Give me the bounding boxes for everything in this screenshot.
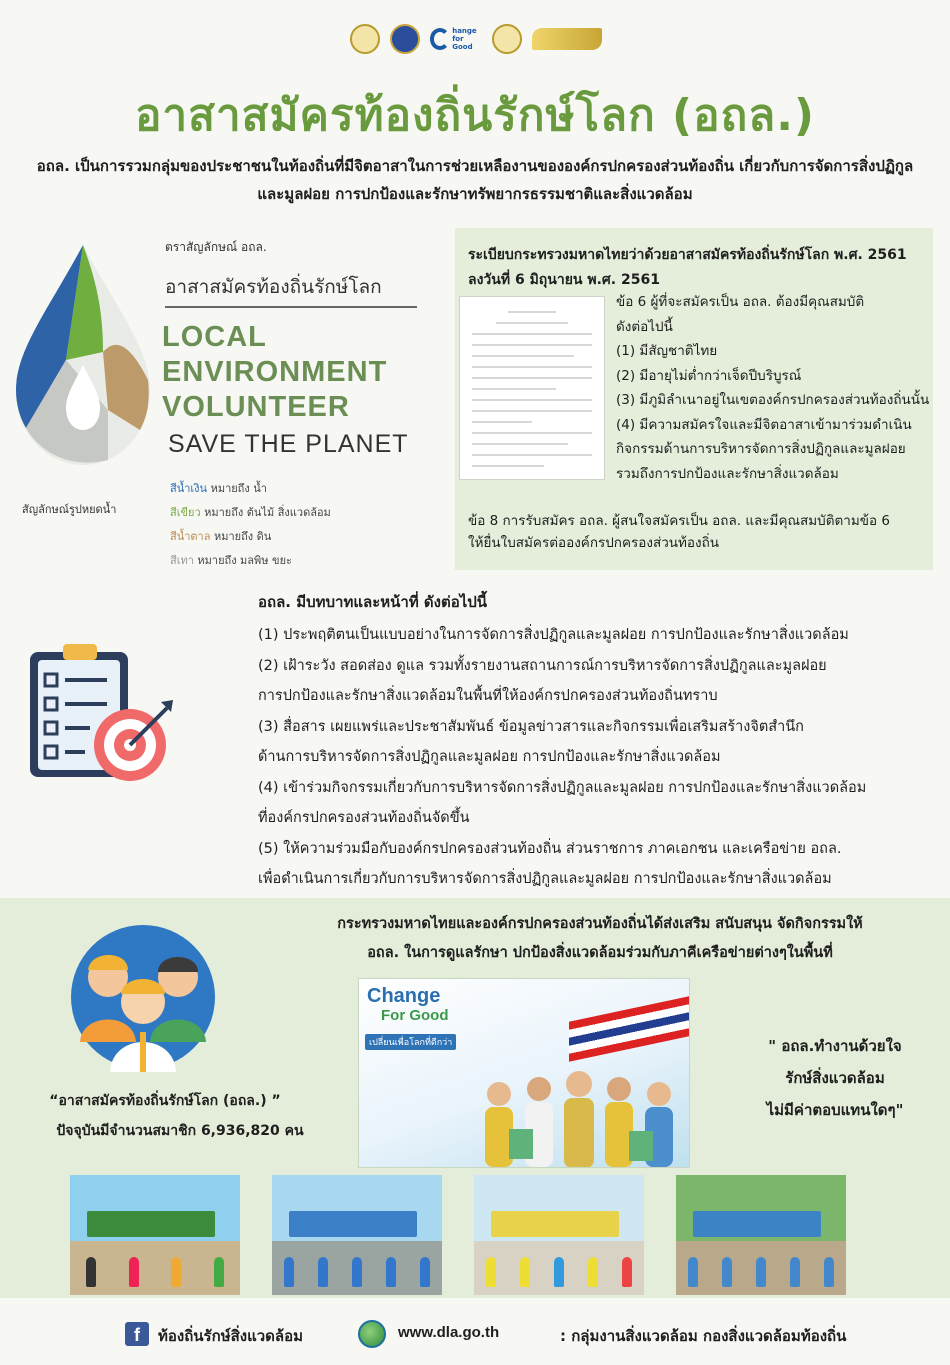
- list-item: (4) มีความสมัครใจและมีจิตอาสาเข้ามาร่วมดำเนิน: [616, 416, 912, 433]
- poster-crowd-photo: [469, 1049, 689, 1168]
- duties-list: [258, 620, 928, 895]
- ribbon-logo: [532, 28, 602, 50]
- ministry-seal-icon: [350, 24, 380, 54]
- list-item: เพื่อดำเนินการเกี่ยวกับการบริหารจัดการสิ่งปฏิกูลและมูลฝอย การปกป้องและรักษาสิ่งแวดล้อม: [258, 871, 832, 887]
- color-item: สีน้ำเงิน หมายถึง น้ำ: [170, 482, 267, 495]
- color-item: สีน้ำตาล หมายถึง ดิน: [170, 530, 272, 543]
- color-item: สีเทา หมายถึง มลพิษ ขยะ: [170, 554, 292, 567]
- water-drop-logo-icon: [8, 240, 158, 470]
- duties-heading: อถล. มีบทบาทและหน้าที่ ดังต่อไปนี้: [258, 593, 488, 611]
- logo-label-big: อาสาสมัครท้องถิ่นรักษ์โลก: [165, 276, 382, 298]
- list-item: (3) มีภูมิลำเนาอยู่ในเขตองค์กรปกครองส่วนท้องถิ่นนั้น: [616, 392, 930, 408]
- list-item: รวมถึงการปกป้องและรักษาสิ่งแวดล้อม: [616, 465, 839, 482]
- logo-label-small: ตราสัญลักษณ์ อถล.: [165, 240, 267, 254]
- activity-photo: [676, 1175, 846, 1295]
- list-item: ที่องค์กรปกครองส่วนท้องถิ่นจัดขึ้น: [258, 810, 470, 826]
- article8: ข้อ 8 การรับสมัคร อถล. ผู้สนใจสมัครเป็น อถล. และมีคุณสมบัติตามข้อ 6 ให้ยื่นใบสมัครต่อองค์กรปกครองส่วนท้องถิ่น: [468, 513, 890, 551]
- regulation-title: ระเบียบกระทรวงมหาดไทยว่าด้วยอาสาสมัครท้องถิ่นรักษ์โลก พ.ศ. 2561 ลงวันที่ 6 มิถุนายน พ.ศ. 2561: [468, 247, 907, 288]
- slogan: SAVE THE PLANET: [168, 430, 409, 458]
- divider: [165, 306, 417, 308]
- article6-list: ข้อ 6 ผู้ที่จะสมัครเป็น อถล. ต้องมีคุณสมบัติ ดังต่อไปนี้ (1) มีสัญชาติไทย (2) มีอายุไม่ต่ำกว่าเจ็ดปีบริบูรณ์ (3) มีภูมิลำเนาอยู่ในเขตองค์กรปกครองส่วนท้องถิ่นนั้น (4) มีความสมัครใจและมีจิตอาสาเข้ามาร่วมดำเนิน กิจกรรมด้านการบริหารจัดการสิ่งปฏิกูลและมูลฝอย รวมถึงการปกป้องและรักษาสิ่งแวดล้อม: [616, 290, 936, 486]
- list-item: (3) สื่อสาร เผยแพร่และประชาสัมพันธ์ ข้อมูลข่าวสารและกิจกรรมเพื่อเสริมสร้างจิตสำนึก: [258, 718, 804, 735]
- change-for-good-logo: hange for Good: [430, 24, 482, 54]
- poster-banner: เปลี่ยนเพื่อโลกที่ดีกว่า: [365, 1034, 456, 1050]
- activity-photo: [272, 1175, 442, 1295]
- volunteers-group-icon: [70, 922, 216, 1072]
- work-quote: " อถล.ทำงานด้วยใจ รักษ์สิ่งแวดล้อม ไม่มีค่าตอบแทนใดๆ": [766, 1037, 904, 1119]
- color-legend: [170, 477, 331, 573]
- english-logo-text: LOCAL ENVIRONMENT VOLUNTEER: [162, 321, 388, 423]
- list-item: (2) มีอายุไม่ต่ำกว่าเจ็ดปีบริบูรณ์: [616, 367, 802, 384]
- list-item: (1) มีสัญชาติไทย: [616, 343, 718, 359]
- change-for-good-poster: [358, 978, 690, 1168]
- list-item: (2) เฝ้าระวัง สอดส่อง ดูแล รวมทั้งรายงานสถานการณ์การบริหารจัดการสิ่งปฏิกูลและมูลฝอย: [258, 657, 827, 674]
- activity-photo: [70, 1175, 240, 1295]
- checklist-target-icon: [25, 640, 175, 785]
- facebook-icon[interactable]: f: [125, 1322, 149, 1346]
- emblem-icon: [492, 24, 522, 54]
- list-item: (5) ให้ความร่วมมือกับองค์กรปกครองส่วนท้องถิ่น ส่วนราชการ ภาคเอกชน และเครือข่าย อถล.: [258, 840, 842, 857]
- intro-paragraph: อถล. เป็นการรวมกลุ่มของประชาชนในท้องถิ่นที่มีจิตอาสาในการช่วยเหลืองานขององค์กรปกครองส่วนท้องถิ่น เกี่ยวกับการจัดการสิ่งปฏิกูลและมูลฝอย การปกป้องและรักษาทรัพยากรธรรมชาติและสิ่งแวดล้อม: [36, 157, 914, 203]
- website-link[interactable]: www.dla.go.th: [398, 1324, 500, 1341]
- globe-icon: [358, 1320, 386, 1348]
- list-item: ด้านการบริหารจัดการสิ่งปฏิกูลและมูลฝอย การปกป้องและรักษาสิ่งแวดล้อม: [258, 749, 721, 765]
- dla-seal-icon: [390, 24, 420, 54]
- member-count: ปัจจุบันมีจำนวนสมาชิก 6,936,820 คน: [56, 1123, 304, 1139]
- regulation-document-thumbnail: [459, 296, 605, 480]
- member-quote: “อาสาสมัครท้องถิ่นรักษ์โลก (อถล.) ”: [49, 1093, 281, 1109]
- drop-caption: สัญลักษณ์รูปหยดน้ำ: [22, 503, 117, 516]
- list-item: (1) ประพฤติตนเป็นแบบอย่างในการจัดการสิ่งปฏิกูลและมูลฝอย การปกป้องและรักษาสิ่งแวดล้อม: [258, 627, 849, 643]
- list-item: การปกป้องและรักษาสิ่งแวดล้อมในพื้นที่ให้องค์กรปกครองส่วนท้องถิ่นทราบ: [258, 688, 718, 704]
- activity-photo: [474, 1175, 644, 1295]
- list-item: กิจกรรมด้านการบริหารจัดการสิ่งปฏิกูลและมูลฝอย: [616, 441, 906, 457]
- list-item: (4) เข้าร่วมกิจกรรมเกี่ยวกับการบริหารจัดการสิ่งปฏิกูลและมูลฝอย การปกป้องและรักษาสิ่งแวดล้อม: [258, 779, 867, 796]
- facebook-page-link[interactable]: ท้องถิ่นรักษ์สิ่งแวดล้อม: [158, 1327, 303, 1345]
- header-logos: [350, 20, 610, 58]
- poster-brand: Change For Good: [367, 985, 449, 1024]
- department-credit: : กลุ่มงานสิ่งแวดล้อม กองสิ่งแวดล้อมท้องถิ่น: [560, 1327, 847, 1345]
- page-title: อาสาสมัครท้องถิ่นรักษ์โลก (อถล.): [134, 90, 816, 141]
- color-item: สีเขียว หมายถึง ต้นไม้ สิ่งแวดล้อม: [170, 506, 331, 519]
- support-heading: กระทรวงมหาดไทยและองค์กรปกครองส่วนท้องถิ่นได้ส่งเสริม สนับสนุน จัดกิจกรรมให้ อถล. ในการดูแลรักษา ปกป้องสิ่งแวดล้อมร่วมกับภาคีเครือข่ายต่างๆในพื้นที่: [337, 916, 863, 961]
